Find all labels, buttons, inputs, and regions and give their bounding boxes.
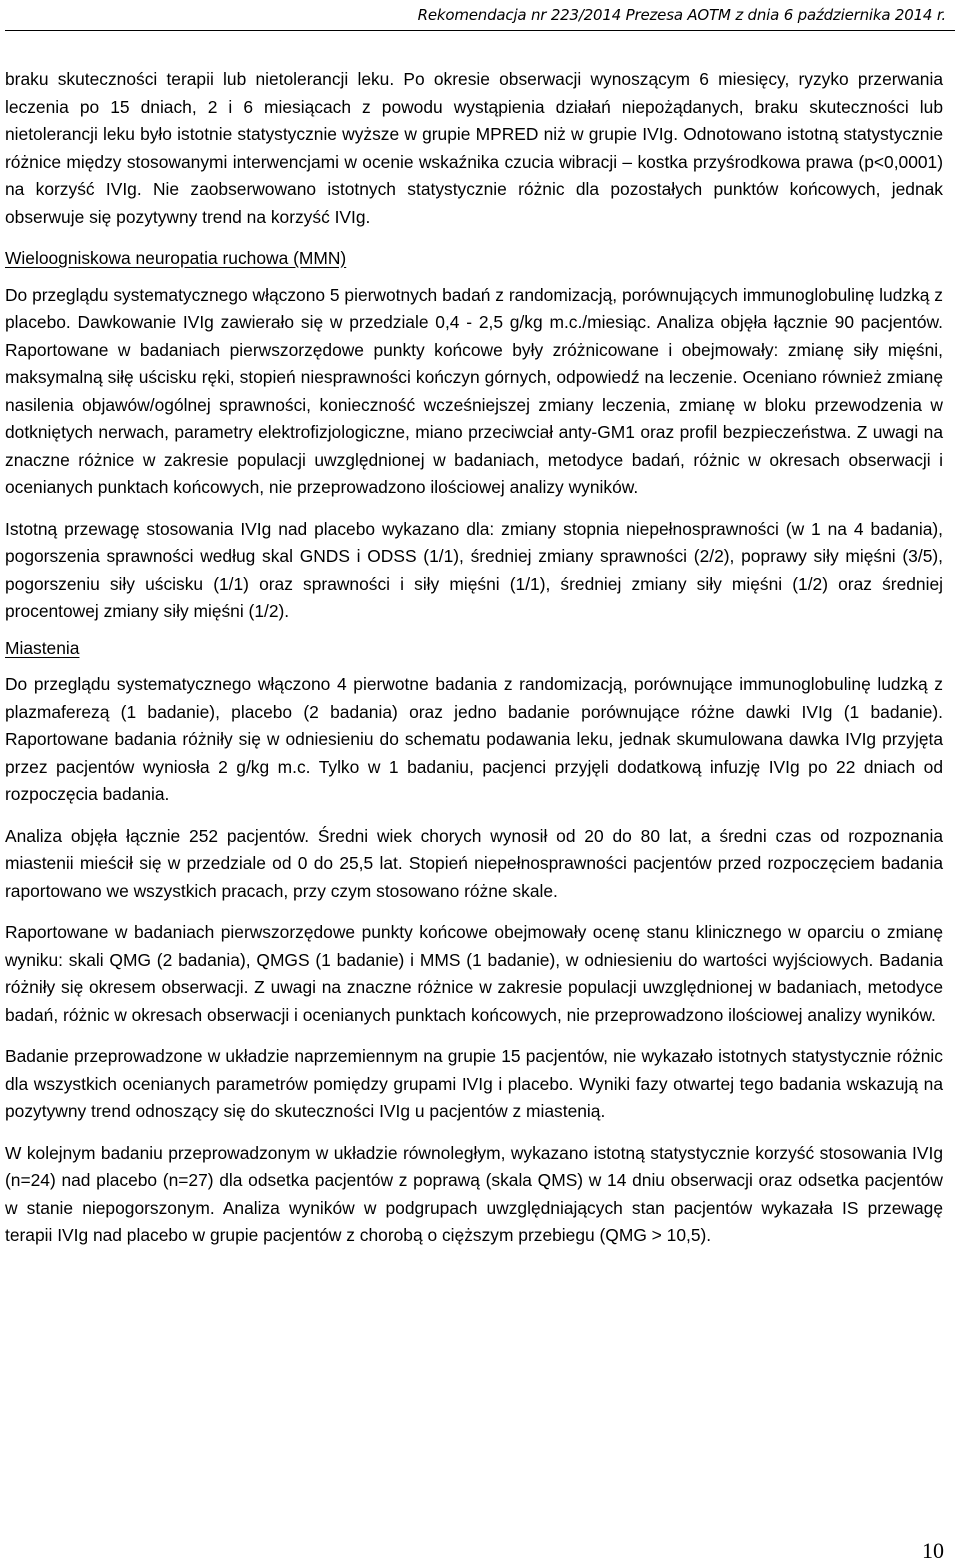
paragraph-miastenia-review: Do przeglądu systematycznego włączono 4 pierwotne badania z randomizacją, porównujące immunoglobulinę ludzką z plazmaferezą (1 badanie), placebo (2 badania) oraz jedno badanie porównujące różne dawki IVIg (1 badanie). Raportowane badania różniły się w odniesieniu do schematu podawania leku, jednak skumulowana dawka IVIg przyjęta przez pacjentów wyniosła 2 g/kg m.c. Tylko w 1 badaniu, pacjenci przyjęli dodatkową infuzję IVIg po 22 dniach od rozpoczęcia badania. xyxy=(5,674,943,804)
paragraph-parallel-study: W kolejnym badaniu przeprowadzonym w układzie równoległym, wykazano istotną statystycznie korzyść stosowania IVIg (n=24) nad placebo (n=27) dla odsetka pacjentów z poprawą (skala QMS) w 14 dniu obserwacji oraz odsetka pacjentów w stanie niepogorszonym. Analiza wyników w podgrupach uwzględniających stan pacjentów wykazała IS przewagę terapii IVIg nad placebo w grupie pacjentów z chorobą o cięższym przebiegu (QMG > 10,5). xyxy=(5,1142,943,1245)
paragraph-crossover-study: Badanie przeprowadzone w układzie naprzemiennym na grupie 15 pacjentów, nie wykazało istotnych statystycznie różnic dla wszystkich ocenianych parametrów pomiędzy grupami IVIg i placebo. Wyniki fazy otwartej tego badania wskazują na pozytywny trend odnoszący się do skuteczności IVIg u pacjentów z miastenią. xyxy=(5,1046,943,1121)
section-heading-mmn xyxy=(5,245,943,273)
paragraph-miastenia-endpoints: Raportowane w badaniach pierwszorzędowe punkty końcowe obejmowały ocenę stanu klinicznego w oparciu o zmianę wyniku: skali QMG (2 badania), QMGS (1 badanie) i MMS (1 badanie), w odniesieniu do wartości wyjściowych. Badania różniły się okresem obserwacji. Z uwagi na znaczne różnice w zakresie populacji uwzględnionej w badaniach, metodyce badań, różnic w okresach obserwacji i ocenianych punktach końcowych, nie przeprowadzono ilościowej analizy wyników. xyxy=(5,922,943,1025)
page-number: 10 xyxy=(922,1538,944,1563)
paragraph-treatment-discontinuation: braku skuteczności terapii lub nietolerancji leku. Po okresie obserwacji wynoszącym 6 miesięcy, ryzyko przerwania leczenia po 15 dniach, 2 i 6 miesiącach z powodu wystąpienia działań niepożądanych, braku skuteczności lub nietolerancji leku było istotnie statystycznie wyższe w grupie MPRED niż w grupie IVIg. Odnotowano istotną statystycznie różnice między stosowanymi interwencjami w ocenie wskaźnika czucia wibracji – kostka przyśrodkowa prawa (p<0,0001) na korzyść IVIg. Nie zaobserwowano istotnych statystycznie różnic dla pozostałych punktów końcowych, jednak obserwuje się pozytywny trend na korzyść IVIg. xyxy=(5,69,943,227)
paragraph-miastenia-population: Analiza objęła łącznie 252 pacjentów. Średni wiek chorych wynosił od 20 do 80 lat, a średni czas od rozpoznania miastenii mieścił się w przedziale od 0 do 25,5 lat. Stopień niepełnosprawności pacjentów przed rozpoczęciem badania raportowano we wszystkich pracach, przy czym stosowano różne skale. xyxy=(5,825,943,901)
section-heading-mmn-text: Wieloogniskowa neuropatia ruchowa (MMN) xyxy=(5,248,347,268)
page-header: Rekomendacja nr 223/2014 Prezesa AOTM z dnia 6 października 2014 r. xyxy=(417,6,946,24)
document-body xyxy=(5,66,943,1264)
paragraph-mmn-review: Do przeglądu systematycznego włączono 5 pierwotnych badań z randomizacją, porównujących immunoglobulinę ludzką z placebo. Dawkowanie IVIg zawierało się w przedziale 0,4 - 2,5 g/kg m.c./miesiąc. Analiza objęła łącznie 90 pacjentów. Raportowane w badaniach pierwszorzędowe punkty końcowe były zróżnicowane i obejmowały: zmianę siły mięśni, maksymalną siłę uścisku ręki, stopień niesprawności kończyn górnych, odpowiedź na leczenie. Oceniano również zmianę nasilenia objawów/ogólnej sprawności, konieczność wcześniejszej zmiany leczenia, zmianę w bloku przewodzenia w dotkniętych nerwach, parametry elektrofizjologiczne, miano przeciwciał anty-GM1 oraz profil bezpieczeństwa. Z uwagi na znaczne różnice w zakresie populacji uwzględnionej w badaniach, metodyce badań, różnic w okresach obserwacji i ocenianych punktach końcowych, nie przeprowadzono ilościowej analizy wyników. xyxy=(5,284,943,497)
section-heading-miastenia-text: Miastenia xyxy=(5,637,80,658)
paragraph-mmn-results: Istotną przewagę stosowania IVIg nad placebo wykazano dla: zmiany stopnia niepełnosprawności (w 1 na 4 badania), pogorszenia sprawności według skal GNDS i ODSS (1/1), średniej zmiany sprawności (2/2), poprawy siły mięśni (3/5), pogorszeniu siły uścisku (1/1) oraz sprawności i siły mięśni (1/1), średniej zmiany siły mięśni (1/2) oraz średniej procentowej zmiany siły mięśni (1/2). xyxy=(5,518,943,621)
header-rule xyxy=(5,30,955,31)
section-heading-miastenia xyxy=(5,635,943,663)
